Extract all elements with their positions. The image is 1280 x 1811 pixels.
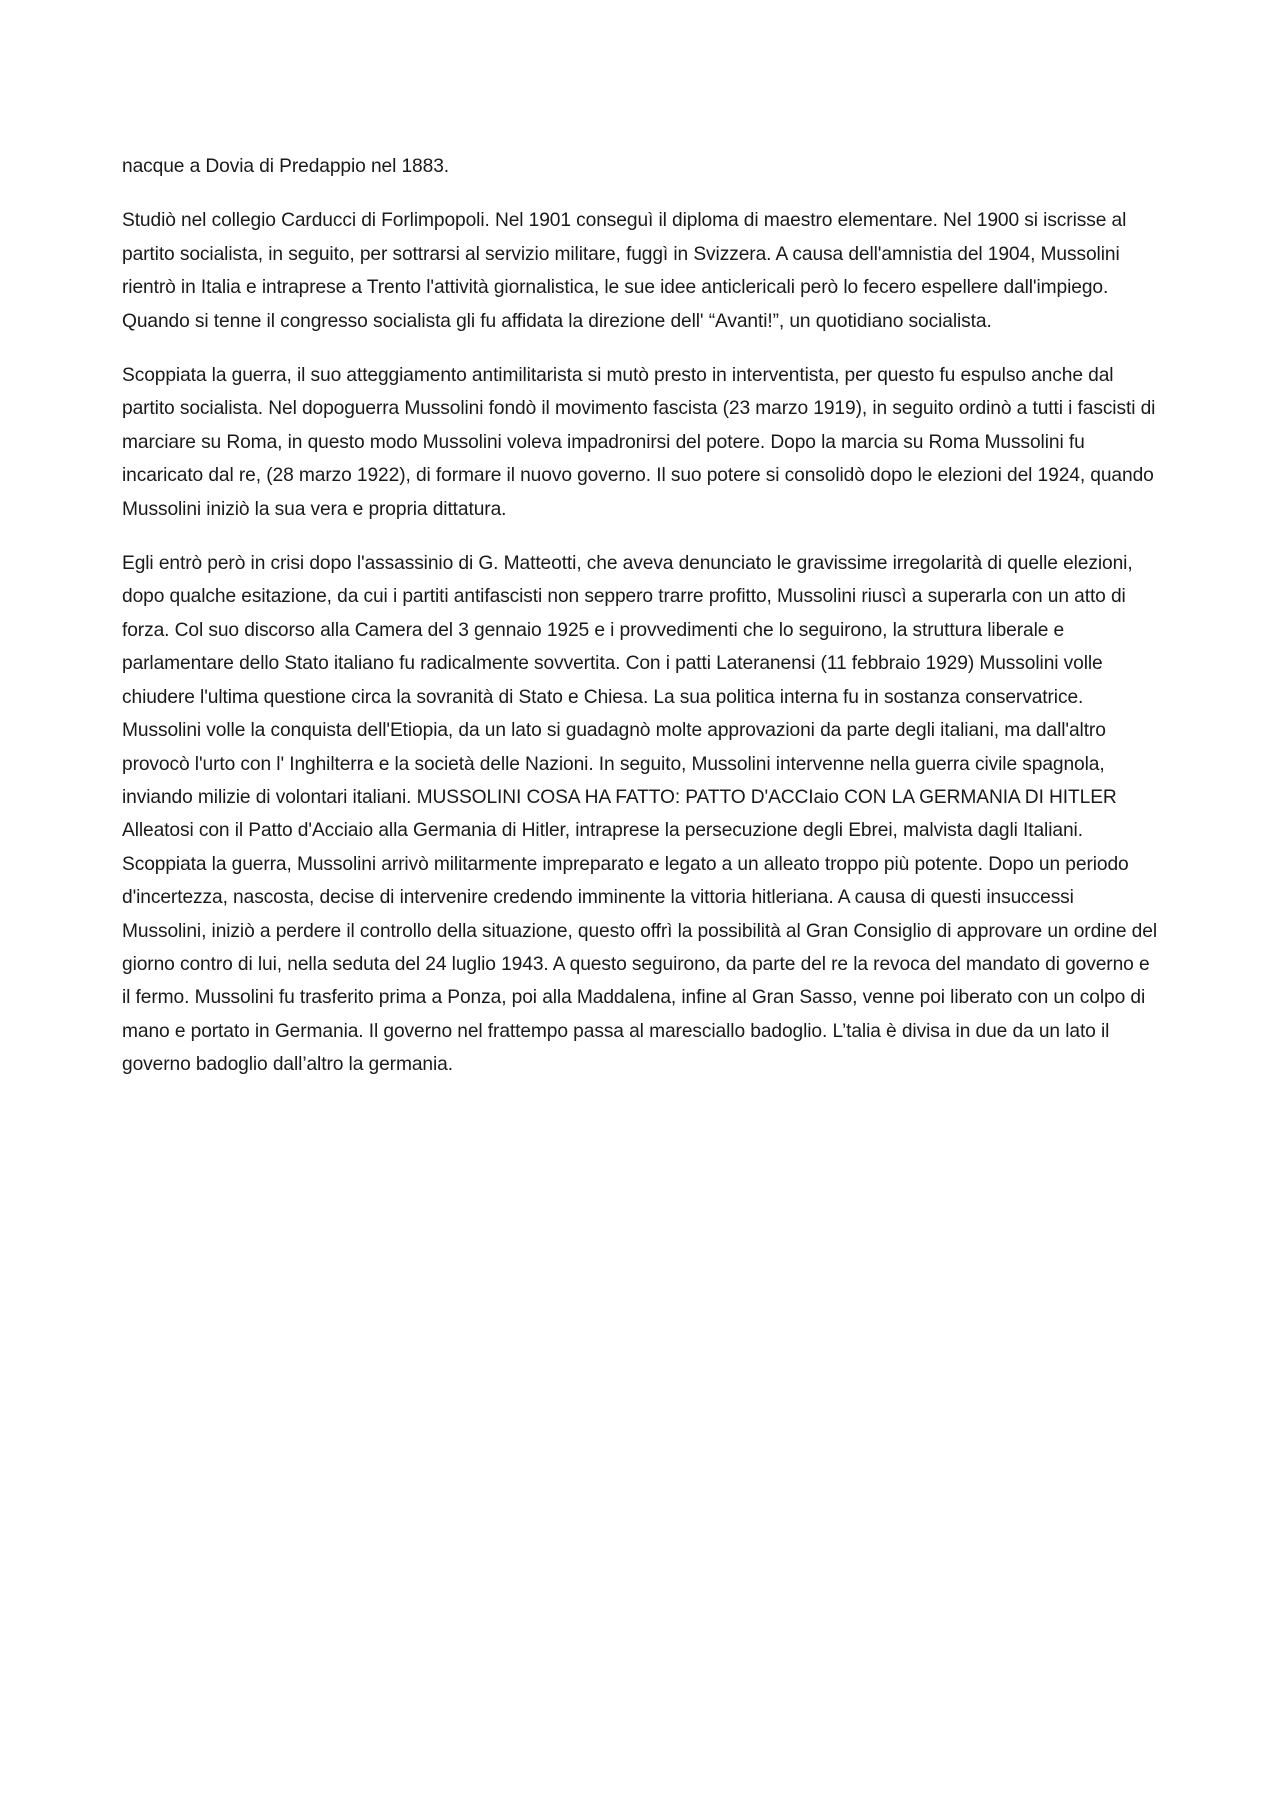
paragraph-dictatorship-and-fall: Egli entrò però in crisi dopo l'assassinio di G. Matteotti, che aveva denunciato le gravissime irregolarità di quelle elezioni, dopo qualche esitazione, da cui i partiti antifascisti non seppero trarre profitto, Mussolini riuscì a superarla con un atto di forza. Col suo discorso alla Camera del 3 gennaio 1925 e i provvedimenti che lo seguirono, la struttura liberale e parlamentare dello Stato italiano fu radicalmente sovvertita. Con i patti Lateranensi (11 febbraio 1929) Mussolini volle chiudere l'ultima questione circa la sovranità di Stato e Chiesa. La sua politica interna fu in sostanza conservatrice. Mussolini volle la conquista dell'Etiopia, da un lato si guadagnò molte approvazioni da parte degli italiani, ma dall'altro provocò l'urto con l' Inghilterra e la società delle Nazioni. In seguito, Mussolini intervenne nella guerra civile spagnola, inviando milizie di volontari italiani. MUSSOLINI COSA HA FATTO: PATTO D'ACCIaio CON LA GERMANIA DI HITLER Alleatosi con il Patto d'Acciaio alla Germania di Hitler, intraprese la persecuzione degli Ebrei, malvista dagli Italiani. Scoppiata la guerra, Mussolini arrivò militarmente impreparato e legato a un alleato troppo più potente. Dopo un periodo d'incertezza, nascosta, decise di intervenire credendo imminente la vittoria hitleriana. A causa di questi insuccessi Mussolini, iniziò a perdere il controllo della situazione, questo offrì la possibilità al Gran Consiglio di approvare un ordine del giorno contro di lui, nella seduta del 24 luglio 1943. A questo seguirono, da parte del re la revoca del mandato di governo e il fermo. Mussolini fu trasferito prima a Ponza, poi alla Maddalena, infine al Gran Sasso, venne poi liberato con un colpo di mano e portato in Germania. Il governo nel frattempo passa al maresciallo badoglio. L’talia è divisa in due da un lato il governo badoglio dall’altro la germania. <box>122 553 1157 1076</box>
paragraph-early-life: Studiò nel collegio Carducci di Forlimpopoli. Nel 1901 conseguì il diploma di maestro elementare. Nel 1900 si iscrisse al partito socialista, in seguito, per sottrarsi al servizio militare, fuggì in Svizzera. A causa dell'amnistia del 1904, Mussolini rientrò in Italia e intraprese a Trento l'attività giornalistica, le sue idee anticlericali però lo fecero espellere dall'impiego. Quando si tenne il congresso socialista gli fu affidata la direzione dell' “Avanti!”, un quotidiano socialista. <box>122 210 1127 332</box>
document-body <box>122 150 1162 1103</box>
paragraph-birth: nacque a Dovia di Predappio nel 1883. <box>122 156 449 177</box>
paragraph-rise-to-power: Scoppiata la guerra, il suo atteggiamento antimilitarista si mutò presto in interventista, per questo fu espulso anche dal partito socialista. Nel dopoguerra Mussolini fondò il movimento fascista (23 marzo 1919), in seguito ordinò a tutti i fascisti di marciare su Roma, in questo modo Mussolini voleva impadronirsi del potere. Dopo la marcia su Roma Mussolini fu incaricato dal re, (28 marzo 1922), di formare il nuovo governo. Il suo potere si consolidò dopo le elezioni del 1924, quando Mussolini iniziò la sua vera e propria dittatura. <box>122 365 1156 520</box>
